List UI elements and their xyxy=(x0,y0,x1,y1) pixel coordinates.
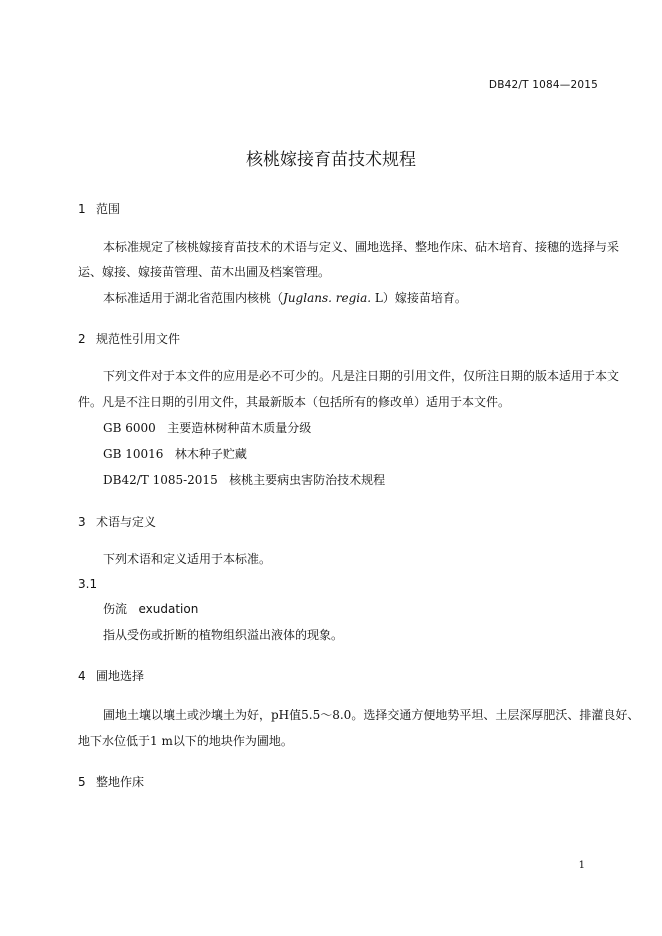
reference-code: GB 6000 xyxy=(103,421,156,435)
reference-item xyxy=(103,421,311,436)
section-number: 4 xyxy=(78,669,86,683)
section-number: 1 xyxy=(78,202,86,216)
paragraph-line: 运、嫁接、嫁接苗管理、苗木出圃及档案管理。 xyxy=(78,265,331,279)
section-number: 3 xyxy=(78,515,86,529)
reference-title: 主要造林树种苗木质量分级 xyxy=(167,421,312,435)
text-fragment: 本标准适用于湖北省范围内核桃（ xyxy=(103,291,284,305)
section-number: 2 xyxy=(78,332,86,346)
section-1-heading xyxy=(78,200,120,217)
reference-item xyxy=(103,447,247,462)
term-zh: 伤流 xyxy=(103,602,128,616)
paragraph-line: 件。凡是不注日期的引用文件，其最新版本（包括所有的修改单）适用于本文件。 xyxy=(78,395,511,409)
section-4-heading xyxy=(78,667,144,684)
section-title: 术语与定义 xyxy=(96,515,157,529)
reference-title: 林木种子贮藏 xyxy=(174,447,247,461)
section-3-heading xyxy=(78,513,156,530)
latin-name: Juglans. regia. xyxy=(283,291,372,305)
term-number: 3.1 xyxy=(78,577,98,591)
document-title: 核桃嫁接育苗技术规程 xyxy=(246,150,416,170)
page-number: 1 xyxy=(578,860,585,871)
paragraph-line: 下列文件对于本文件的应用是必不可少的。凡是注日期的引用文件，仅所注日期的版本适用于本文 xyxy=(103,369,620,383)
standard-code: DB42/T 1084—2015 xyxy=(488,79,598,91)
paragraph-line: 本标准规定了核桃嫁接育苗技术的术语与定义、圃地选择、整地作床、砧木培育、接穗的选择与采 xyxy=(103,240,620,254)
paragraph-line: 圃地土壤以壤土或沙壤土为好，pH值5.5～8.0。选择交通方便地势平坦、土层深厚肥沃、排灌良好、 xyxy=(103,708,640,722)
section-2-heading xyxy=(78,330,180,347)
section-title: 规范性引用文件 xyxy=(96,332,181,346)
section-title: 范围 xyxy=(96,202,121,216)
terms-intro: 下列术语和定义适用于本标准。 xyxy=(103,552,272,566)
scope-applicability xyxy=(103,291,467,306)
section-number: 5 xyxy=(78,775,86,789)
term-entry xyxy=(103,602,198,617)
reference-code: GB 10016 xyxy=(103,447,164,461)
reference-title: 核桃主要病虫害防治技术规程 xyxy=(229,473,386,487)
term-definition: 指从受伤或折断的植物组织溢出液体的现象。 xyxy=(103,628,344,642)
section-5-heading xyxy=(78,773,144,790)
reference-code: DB42/T 1085-2015 xyxy=(103,473,218,487)
term-en: exudation xyxy=(138,602,199,616)
reference-item xyxy=(103,473,385,488)
section-title: 圃地选择 xyxy=(96,669,145,683)
section-title: 整地作床 xyxy=(96,775,145,789)
paragraph-line: 地下水位低于1 m以下的地块作为圃地。 xyxy=(78,734,293,748)
text-fragment: L）嫁接苗培育。 xyxy=(371,291,467,305)
